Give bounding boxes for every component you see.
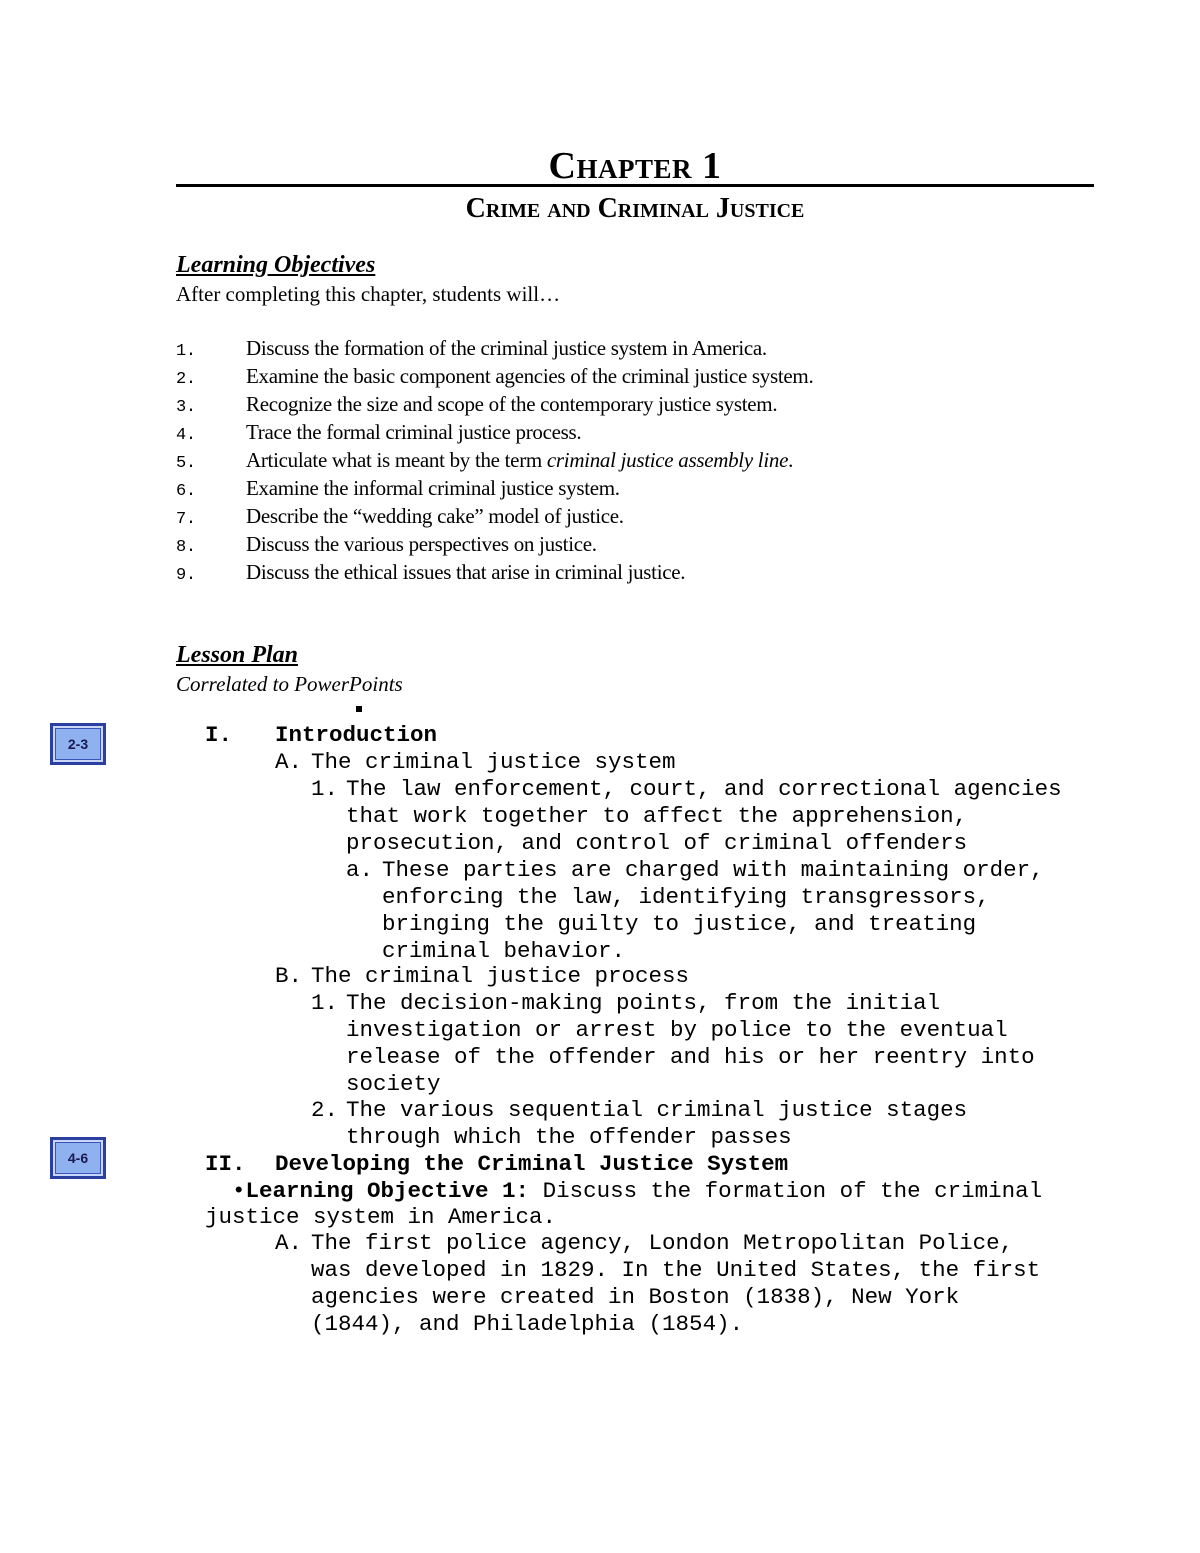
objective-text: Discuss the formation of the criminal justice system in America. xyxy=(246,336,767,360)
objective-text: Discuss the ethical issues that arise in criminal justice. xyxy=(246,560,686,584)
section-title: Developing the Criminal Justice System xyxy=(275,1151,789,1177)
objective-number: 1. xyxy=(176,342,196,361)
learning-objectives-heading: Learning Objectives xyxy=(176,252,376,278)
objective-text-emphasis: criminal justice assembly line xyxy=(546,448,789,472)
outline-text: was developed in 1829. In the United States, the first xyxy=(311,1257,1041,1283)
outline-text: These parties are charged with maintaining order, xyxy=(382,857,1044,883)
objective-text: Describe the “wedding cake” model of justice. xyxy=(246,504,624,528)
objective-number: 4. xyxy=(176,426,196,445)
outline-text: prosecution, and control of criminal offenders xyxy=(346,830,968,856)
objective-number: 8. xyxy=(176,538,196,557)
slide-badge: 4-6 xyxy=(50,1137,106,1179)
chapter-title: Chapter 1 xyxy=(548,145,722,187)
outline-text: criminal behavior. xyxy=(382,938,626,964)
outline-label: B. xyxy=(275,963,303,989)
learning-objective-line xyxy=(232,1178,1042,1205)
objective-number: 2. xyxy=(176,370,196,389)
outline-text: society xyxy=(346,1071,441,1097)
learning-objective-label: Learning Objective 1: xyxy=(245,1178,530,1204)
outline-label: 2. xyxy=(311,1097,339,1123)
outline-text: The criminal justice process xyxy=(311,963,690,989)
objective-text: Examine the informal criminal justice system. xyxy=(246,476,620,500)
outline-text: that work together to affect the apprehension, xyxy=(346,803,968,829)
outline-text: The decision-making points, from the initial xyxy=(346,990,941,1016)
objectives-intro: After completing this chapter, students will… xyxy=(176,282,561,306)
objective-text: Recognize the size and scope of the contemporary justice system. xyxy=(246,392,778,416)
outline-text: enforcing the law, identifying transgressors, xyxy=(382,884,990,910)
objective-item xyxy=(176,560,1106,588)
lesson-plan-heading: Lesson Plan xyxy=(176,642,299,668)
objective-item xyxy=(176,392,1106,420)
outline-text: investigation or arrest by police to the eventual xyxy=(346,1017,1008,1043)
objective-item xyxy=(176,336,1106,364)
title-rule xyxy=(176,184,1094,187)
outline-label: A. xyxy=(275,749,303,775)
objective-number: 6. xyxy=(176,482,196,501)
objective-number: 5. xyxy=(176,454,196,473)
outline-text: bringing the guilty to justice, and treating xyxy=(382,911,977,937)
objective-text: Trace the formal criminal justice process. xyxy=(246,420,582,444)
objective-number: 3. xyxy=(176,398,196,417)
objective-text: Discuss the various perspectives on justice. xyxy=(246,532,597,556)
outline-text: through which the offender passes xyxy=(346,1124,792,1150)
section-title: Introduction xyxy=(275,722,438,748)
objectives-list xyxy=(176,336,1106,588)
outline-label: 1. xyxy=(311,776,339,802)
objective-text-lead: Articulate what is meant by the term xyxy=(246,448,547,472)
outline-text: The first police agency, London Metropolitan Police, xyxy=(311,1230,1014,1256)
section-number: II. xyxy=(205,1151,246,1177)
section-number: I. xyxy=(205,722,233,748)
objective-text xyxy=(246,448,793,473)
lesson-plan-subheading: Correlated to PowerPoints xyxy=(176,672,403,696)
bullet-marker: • xyxy=(232,1178,246,1204)
outline-text: The various sequential criminal justice stages xyxy=(346,1097,968,1123)
chapter-subtitle: Crime and Criminal Justice xyxy=(465,193,805,224)
outline-text: agencies were created in Boston (1838), New York xyxy=(311,1284,960,1310)
objective-item xyxy=(176,504,1106,532)
outline-text: The law enforcement, court, and correctional agencies xyxy=(346,776,1062,802)
objective-item xyxy=(176,364,1106,392)
slide-badge: 2-3 xyxy=(50,723,106,765)
objective-item xyxy=(176,420,1106,448)
outline-text: release of the offender and his or her reentry into xyxy=(346,1044,1035,1070)
objective-item xyxy=(176,476,1106,504)
objective-number: 9. xyxy=(176,566,196,585)
learning-objective-text: Discuss the formation of the criminal xyxy=(529,1178,1043,1204)
bullet-marker xyxy=(356,706,362,712)
objective-text: Examine the basic component agencies of the criminal justice system. xyxy=(246,364,814,388)
objective-item xyxy=(176,448,1106,476)
objective-text-tail: . xyxy=(788,448,794,472)
objective-item xyxy=(176,532,1106,560)
objective-number: 7. xyxy=(176,510,196,529)
outline-text: (1844), and Philadelphia (1854). xyxy=(311,1311,744,1337)
outline-label: A. xyxy=(275,1230,303,1256)
outline-text: The criminal justice system xyxy=(311,749,676,775)
learning-objective-text-cont: justice system in America. xyxy=(205,1204,557,1230)
outline-label: 1. xyxy=(311,990,339,1016)
outline-label: a. xyxy=(346,857,374,883)
